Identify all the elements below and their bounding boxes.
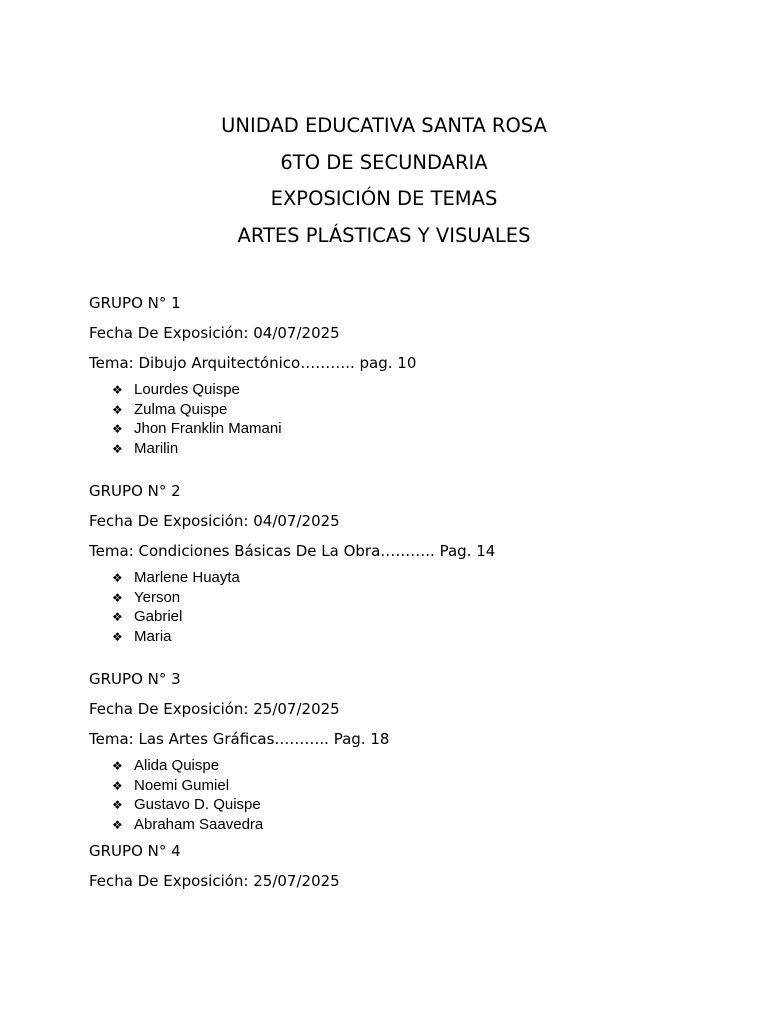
group-title: GRUPO N° 4 (89, 842, 181, 860)
member-name: Marilin (134, 439, 179, 457)
spacer (89, 646, 729, 664)
member-item (112, 756, 729, 776)
diamond-bullet-icon: ❖ (112, 571, 123, 585)
diamond-bullet-icon: ❖ (112, 778, 123, 793)
document-header (0, 108, 768, 254)
topic-line: Tema: Dibujo Arquitectónico……….. pag. 10 (89, 354, 417, 372)
group-3 (89, 664, 729, 834)
spacer (89, 458, 729, 476)
school-name: UNIDAD EDUCATIVA SANTA ROSA (221, 114, 547, 137)
group-2 (89, 476, 729, 646)
member-item (112, 380, 729, 400)
diamond-bullet-icon: ❖ (112, 629, 123, 644)
exposition-date: Fecha De Exposición: 04/07/2025 (89, 324, 340, 342)
exposition-date: Fecha De Exposición: 25/07/2025 (89, 872, 340, 890)
member-name: Zulma Quispe (134, 400, 228, 418)
member-name: Gustavo D. Quispe (134, 796, 261, 813)
subject-name: ARTES PLÁSTICAS Y VISUALES (237, 223, 531, 247)
grade-level: 6TO DE SECUNDARIA (280, 150, 488, 174)
group-1 (89, 288, 729, 458)
member-item (112, 439, 729, 459)
member-item (112, 419, 729, 439)
diamond-bullet-icon: ❖ (112, 422, 123, 436)
member-list (89, 756, 729, 834)
member-name: Maria (134, 627, 172, 645)
diamond-bullet-icon: ❖ (112, 759, 123, 773)
member-name: Jhon Franklin Mamani (134, 420, 282, 437)
group-title: GRUPO N° 2 (89, 482, 181, 500)
diamond-bullet-icon: ❖ (112, 798, 123, 812)
member-item (112, 776, 729, 796)
document-title: EXPOSICIÓN DE TEMAS (270, 187, 498, 210)
group-title: GRUPO N° 1 (89, 294, 181, 312)
topic-line: Tema: Condiciones Básicas De La Obra……….. Pag. 14 (89, 542, 496, 560)
member-name: Yerson (134, 588, 181, 606)
exposition-date: Fecha De Exposición: 04/07/2025 (89, 512, 340, 530)
member-name: Gabriel (134, 608, 183, 625)
exposition-date: Fecha De Exposición: 25/07/2025 (89, 700, 340, 718)
member-item (112, 627, 729, 647)
member-item (112, 795, 729, 815)
group-title: GRUPO N° 3 (89, 670, 181, 688)
member-list (89, 568, 729, 646)
diamond-bullet-icon: ❖ (112, 383, 123, 397)
member-name: Abraham Saavedra (134, 815, 264, 833)
member-name: Alida Quispe (134, 757, 220, 774)
member-item (112, 588, 729, 608)
diamond-bullet-icon: ❖ (112, 817, 123, 832)
member-item (112, 607, 729, 627)
member-name: Noemi Gumiel (134, 776, 230, 794)
member-list (89, 380, 729, 458)
diamond-bullet-icon: ❖ (112, 402, 123, 417)
topic-line: Tema: Las Artes Gráficas……….. Pag. 18 (89, 730, 390, 748)
member-item (112, 400, 729, 420)
diamond-bullet-icon: ❖ (112, 590, 123, 605)
member-name: Marlene Huayta (134, 569, 240, 586)
member-item (112, 815, 729, 835)
group-4 (89, 836, 729, 896)
member-name: Lourdes Quispe (134, 381, 240, 398)
diamond-bullet-icon: ❖ (112, 610, 123, 624)
document-body (89, 288, 729, 896)
diamond-bullet-icon: ❖ (112, 441, 123, 456)
member-item (112, 568, 729, 588)
